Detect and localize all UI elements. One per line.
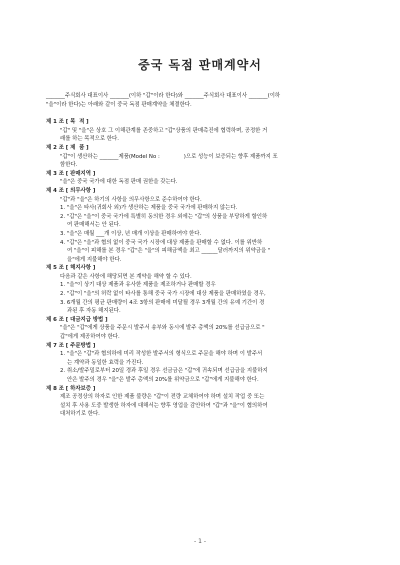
article-4-item: 3. "을"은 매월 ___개 이상, 년 매개 이상을 판매하여야 한다. (60, 230, 202, 237)
article-4-item: 4. "갑"은 "을"과 협의 없이 중국 국가 시장에 대상 제품을 판매할 수 없다. 이를 위반하 (60, 239, 263, 246)
article-5-item: 1. "을"이 상기 대상 제품과 유사한 제품을 제조하거나 판매할 경우 (60, 282, 216, 289)
article-8-text: 제조 공정상의 하자로 인한 제품 불량은 "갑"이 전량 교체하여야 하며 설치 작업 중 또는 (60, 394, 265, 401)
article-5-heading: 제 5 조 [ 해지사항 ] (46, 265, 96, 272)
article-4-item: 여 판매해서는 안 된다. (67, 222, 121, 229)
page-number: - 1 - (194, 538, 206, 545)
article-8-text: 설치 후 사용 도중 발생한 하자에 대해서는 향후 영업을 감안하여 "갑"과 "을"이 협의하여 (60, 402, 268, 409)
article-4-heading: 제 4 조 [ 의무사항 ] (46, 187, 96, 194)
article-4-item: 을"에게 지불해야 한다. (67, 256, 122, 263)
article-4-item: 여 "을"이 피해를 본 경우 "갑"은 "을"의 피해금액을 최고 ______달러까지의 위약금을 " (67, 248, 271, 255)
document-body (46, 92, 364, 419)
article-1-text: "갑" 및 "을"은 상호 그 이해관계를 존중하고 "갑"상품의 판매촉진에 협력하며, 공정한 거 (60, 127, 268, 134)
article-4-item: 1. "을"은 타사(귀회사 외)가 생산하는 제품을 중국 국가에 판매하지 않는다. (60, 205, 238, 212)
article-7-item: 는 계약과 동일한 효력을 가진다. (67, 359, 144, 366)
article-7-item: 2. 취소/발주밀로부터 20일 경과 후일 경우 선금금은 "갑"에 귀속되며 선급금을 지불하지 (60, 368, 268, 375)
article-2-heading: 제 2 조 [ 제 품 ] (46, 144, 89, 151)
article-1-text: 래를 하는 목적으로 한다. (60, 136, 119, 143)
article-6-heading: 제 6 조 [ 대금지급 방법 ] (46, 316, 108, 323)
article-7-item: 1. "을"은 "갑"과 협의하에 미리 작성한 발주서의 형식으로 주문을 해야 하며 이 발주서 (60, 351, 263, 358)
article-2-text: "갑"이 생산하는 _______제품(Model No : )으로 성능이 보증되는 향후 제품까지 포 (60, 153, 278, 160)
article-5-item: 3. 6개월 간의 평균 판매량이 4조 3항의 판매에 미달될 경우 3개월 간의 유예 기간이 경 (60, 299, 265, 306)
article-5-item: 과된 후 자동 해지된다. (67, 308, 121, 315)
intro-line: "을"이라 한다)는 아래와 같이 중국 독점 판매계약을 체결한다. (46, 101, 192, 108)
article-7-heading: 제 7 조 [ 주문방법 ] (46, 342, 96, 349)
article-5-text: 다음과 같은 사항에 해당되면 본 계약을 해약 할 수 있다. (60, 273, 192, 280)
article-4-item: 2. "갑"은 "을"이 중국 국가에 특별히 동의한 경우 외에는 "갑"의 상품을 부당하게 할인하 (60, 213, 268, 220)
article-4-text: "갑"과 "을"은 하기의 사항을 의무사항으로 준수하여야 한다. (60, 196, 202, 203)
article-3-heading: 제 3 조 [ 판매지역 ] (46, 170, 96, 177)
article-6-text: 갑"에게 제공하여야 한다. (60, 334, 120, 341)
article-2-text: 함한다. (60, 162, 78, 169)
article-8-heading: 제 8 조 [ 하자보증 ] (46, 385, 96, 392)
article-6-text: "을"은 "갑"에게 상품을 주문시 발주서 송부와 동시에 발주 총액의 20%를 선급금으로 " (60, 325, 265, 332)
article-3-text: "을"은 중국 국가에 대한 독점 판매 권한을 갖는다. (60, 179, 178, 186)
article-5-item: 2. "갑"이 "을"의 허락 없이 타사를 통해 중국 국가 시장에 대상 제품을 판매하였을 경우, (60, 291, 266, 298)
article-7-item: 안은 발주의 경우 "을"은 발주 총액의 20%를 위약금으로 "갑"에게 지불해야 한다. (67, 377, 259, 383)
article-1-heading: 제 1 조 [ 목 적 ] (46, 119, 89, 126)
article-8-text: 대처하기로 한다. (60, 411, 100, 418)
intro-line: _______주식회사 대표이사 _______(이하 "갑"이라 한다)와 _______주식회사 대표이사 _______(이하 (46, 93, 281, 99)
document-title: 중국 독점 판매계약서 (138, 58, 262, 72)
